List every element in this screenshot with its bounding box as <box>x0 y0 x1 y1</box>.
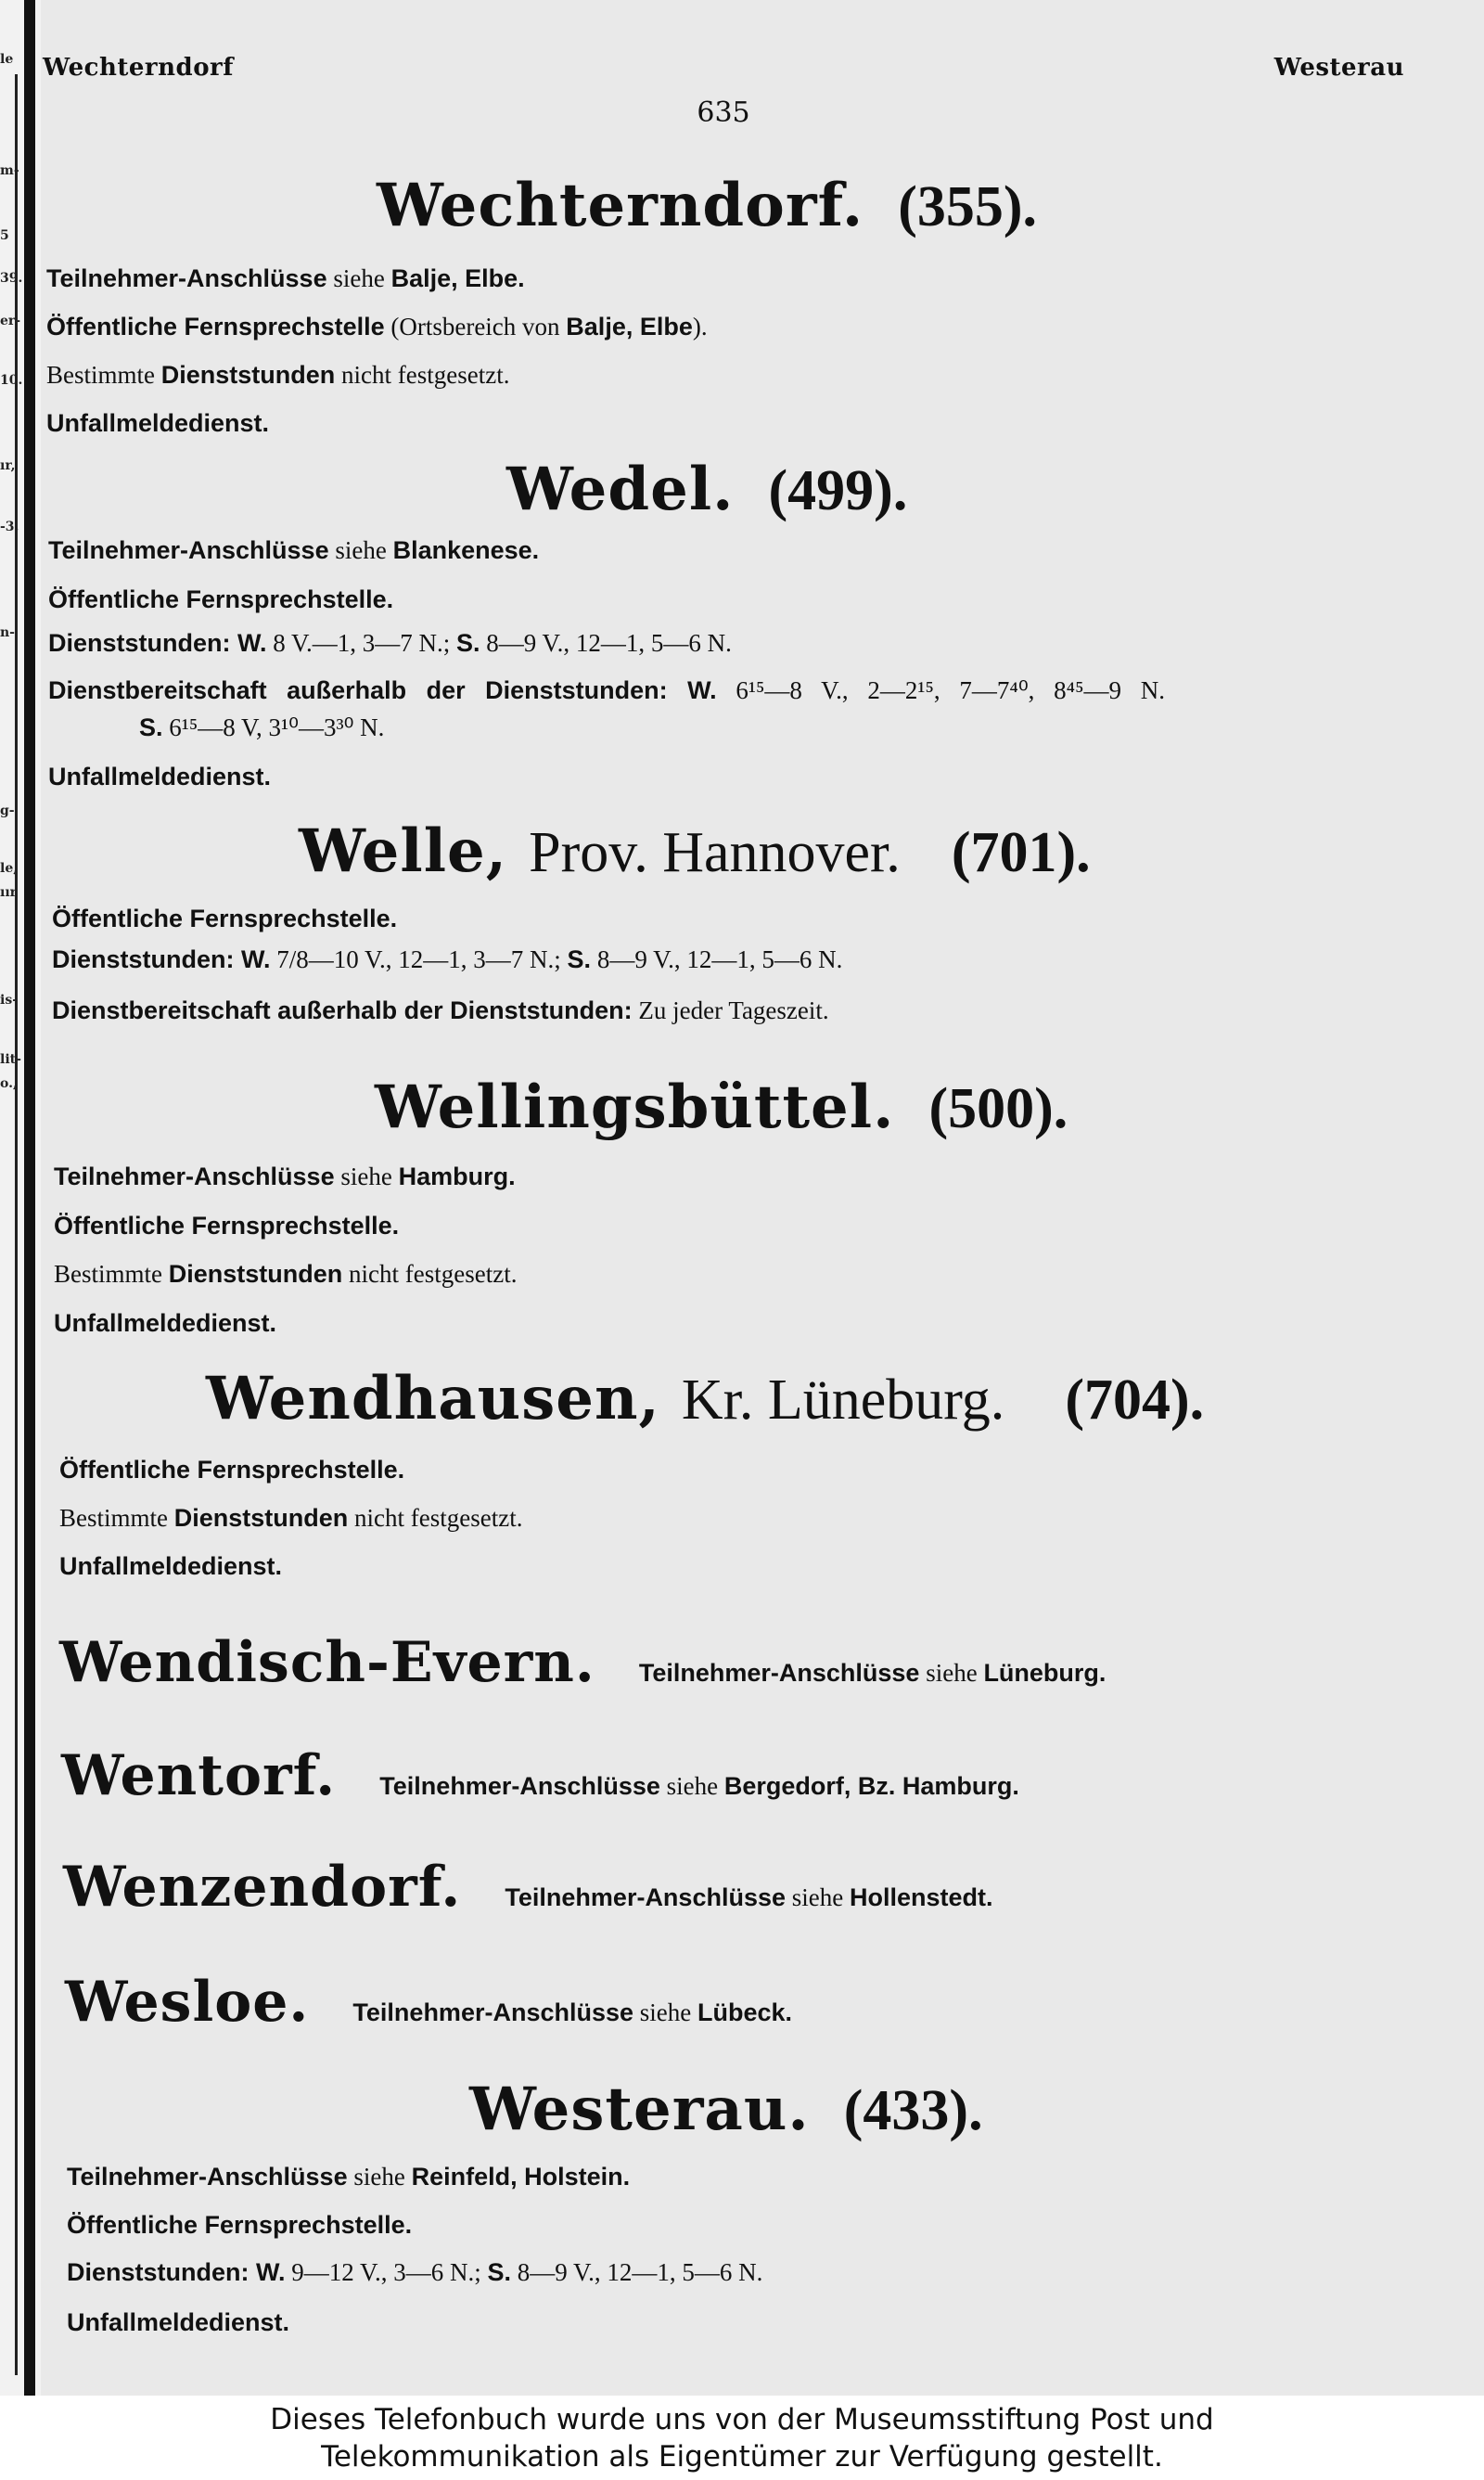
line-label: Teilnehmer-Anschlüsse <box>46 264 327 292</box>
line-ref: Balje, Elbe. <box>390 264 525 292</box>
line-text: Zu jeder Tageszeit. <box>632 996 829 1024</box>
gutter-fragment: m- <box>0 163 19 178</box>
entry-number: (433). <box>843 2079 983 2142</box>
entry-line <box>52 998 829 1024</box>
gutter-fragment: lit- <box>0 1052 21 1067</box>
gutter-fragment: 5 <box>0 228 9 243</box>
entry-heading <box>206 1364 1205 1433</box>
line-text: 8—9 V., 12—1, 5—6 N. <box>591 945 843 973</box>
place-qualifier: Prov. Hannover. <box>529 821 901 884</box>
entry-heading <box>469 2075 983 2144</box>
entry-number: (704). <box>1065 1368 1205 1432</box>
entry-line <box>48 587 393 613</box>
entry-line <box>48 631 732 657</box>
entry-line <box>59 1506 522 1532</box>
place-name: Wenzendorf. <box>63 1855 462 1920</box>
gutter-fragment: is- <box>0 993 19 1008</box>
gutter-fragment: le <box>0 52 14 67</box>
line-label: Teilnehmer-Anschlüsse <box>48 536 329 564</box>
place-name: Wesloe. <box>65 1970 310 2035</box>
line-text: siehe <box>919 1659 984 1687</box>
line-text: 7/8—10 V., 12—1, 3—7 N.; <box>270 945 568 973</box>
entry-heading <box>375 1073 1068 1142</box>
entry-line <box>54 1214 399 1240</box>
gutter-fragment: er- <box>0 314 21 328</box>
entry-line <box>59 1554 282 1580</box>
gutter-fragment: 10. <box>0 373 23 388</box>
line-label: Teilnehmer-Anschlüsse <box>638 1659 920 1687</box>
ownership-caption <box>0 2396 1484 2480</box>
gutter-fragment: -3. <box>0 520 19 534</box>
entry-line <box>54 1311 276 1337</box>
line-label: Teilnehmer-Anschlüsse <box>67 2163 348 2191</box>
binding-edge <box>24 0 35 2396</box>
line-label: Teilnehmer-Anschlüsse <box>352 1998 634 2026</box>
line-ref: Balje, Elbe <box>566 313 693 341</box>
line-ref: Blankenese. <box>392 536 540 564</box>
entry-line <box>52 906 397 932</box>
running-head-left: Wechterndorf <box>43 54 234 82</box>
entry-number: (355). <box>898 175 1037 238</box>
caption-line: Dieses Telefonbuch wurde uns von der Museumsstiftung Post und <box>270 2403 1214 2436</box>
line-text: Bestimmte <box>54 1260 169 1288</box>
entry-line <box>67 2165 630 2191</box>
line-label: Dienststunden <box>160 361 336 389</box>
gutter-fragment: ıır <box>0 885 18 900</box>
short-entry <box>65 1970 793 2035</box>
entry-number: (500). <box>928 1077 1068 1140</box>
gutter-fragment: o., <box>0 1076 18 1091</box>
entry-line <box>52 947 842 973</box>
entry-line <box>46 363 509 389</box>
place-name: Westerau. <box>469 2075 810 2144</box>
place-name: Wentorf. <box>61 1743 337 1808</box>
line-text: (Ortsbereich von <box>384 313 567 341</box>
line-text: siehe <box>328 536 393 564</box>
entry-line <box>46 411 269 437</box>
entry-line <box>54 1262 517 1288</box>
line-label: Unfallmeldedienst. <box>54 1309 277 1337</box>
running-head-right: Westerau <box>1273 54 1404 82</box>
line-label: S. <box>456 629 480 657</box>
line-label: Dienstbereitschaft außerhalb der Dienststunden: W. <box>48 676 717 704</box>
page-number: 635 <box>697 96 750 129</box>
line-label: Öffentliche Fernsprechstelle. <box>59 1456 405 1484</box>
entry-number: (701). <box>951 821 1091 884</box>
line-text: 6¹⁵—8 V, 3¹⁰—3³⁰ N. <box>162 713 385 741</box>
gutter-fragment: ır, <box>0 458 16 473</box>
line-label: Dienststunden: W. <box>48 629 267 657</box>
entry-line <box>67 2260 762 2286</box>
line-text: siehe <box>633 1998 697 2026</box>
line-label: Dienststunden <box>168 1260 343 1288</box>
line-text: siehe <box>334 1163 399 1190</box>
line-label: Dienstbereitschaft außerhalb der Dienststunden: <box>52 996 633 1024</box>
line-text: Bestimmte <box>46 361 161 389</box>
line-text: 6¹⁵—8 V., 2—2¹⁵, 7—7⁴⁰, 8⁴⁵—9 N. <box>716 676 1165 704</box>
entry-line <box>59 1458 404 1484</box>
entry-number: (499). <box>768 459 908 522</box>
place-name: Wellingsbüttel. <box>375 1073 895 1142</box>
gutter-fragment: n- <box>0 625 15 640</box>
line-ref: Lübeck. <box>697 1998 793 2026</box>
line-text: nicht festgesetzt. <box>335 361 510 389</box>
entry-line <box>46 315 708 341</box>
entry-line <box>48 678 1165 704</box>
line-label: Unfallmeldedienst. <box>67 2308 290 2336</box>
place-name: Welle, <box>299 816 507 886</box>
line-label: S. <box>139 713 163 741</box>
line-label: Teilnehmer-Anschlüsse <box>54 1163 335 1190</box>
place-qualifier: Kr. Lüneburg. <box>681 1368 1005 1432</box>
short-entry <box>59 1630 1107 1695</box>
short-entry <box>63 1855 993 1920</box>
gutter-fragment: g- <box>0 803 15 818</box>
entry-line <box>48 765 271 790</box>
line-label: Dienststunden: W. <box>52 945 271 973</box>
entry-line <box>67 2213 412 2239</box>
entry-line <box>139 715 384 741</box>
line-text: Bestimmte <box>59 1504 174 1532</box>
line-text: siehe <box>326 264 391 292</box>
line-label: Dienststunden: W. <box>67 2258 286 2286</box>
column-rule <box>15 74 18 2375</box>
line-text: nicht festgesetzt. <box>348 1504 523 1532</box>
line-text: siehe <box>786 1883 850 1911</box>
line-label: Öffentliche Fernsprechstelle. <box>52 905 398 932</box>
entry-line <box>46 266 525 292</box>
line-text: nicht festgesetzt. <box>342 1260 518 1288</box>
line-label: Unfallmeldedienst. <box>59 1552 283 1580</box>
place-name: Wendhausen, <box>206 1364 660 1433</box>
caption-line: Telekommunikation als Eigentümer zur Verfügung gestellt. <box>321 2440 1163 2474</box>
short-entry <box>61 1743 1019 1808</box>
place-name: Wendisch-Evern. <box>59 1630 595 1695</box>
line-text: 8—9 V., 12—1, 5—6 N. <box>480 629 732 657</box>
line-ref: Reinfeld, Holstein. <box>411 2163 631 2191</box>
line-text: ). <box>692 313 708 341</box>
line-text: 8—9 V., 12—1, 5—6 N. <box>511 2258 763 2286</box>
line-label: S. <box>567 945 592 973</box>
line-label: Teilnehmer-Anschlüsse <box>505 1883 786 1911</box>
line-label: Dienststunden <box>173 1504 349 1532</box>
entry-heading <box>299 816 1091 886</box>
line-label: Teilnehmer-Anschlüsse <box>379 1772 660 1800</box>
gutter-fragment: 39. <box>0 271 23 286</box>
line-ref: Lüneburg. <box>983 1659 1107 1687</box>
line-text: siehe <box>659 1772 724 1800</box>
line-label: Unfallmeldedienst. <box>46 409 270 437</box>
entry-line <box>67 2310 289 2336</box>
line-label: Öffentliche Fernsprechstelle. <box>67 2211 413 2239</box>
line-label: S. <box>487 2258 512 2286</box>
line-label: Unfallmeldedienst. <box>48 763 272 790</box>
line-label: Öffentliche Fernsprechstelle. <box>54 1212 400 1240</box>
entry-line <box>48 538 539 564</box>
entry-line <box>54 1164 516 1190</box>
place-name: Wedel. <box>506 455 735 524</box>
line-ref: Hollenstedt. <box>849 1883 993 1911</box>
entry-heading <box>377 171 1037 240</box>
place-name: Wechterndorf. <box>377 171 864 240</box>
entry-heading <box>506 455 908 524</box>
line-ref: Bergedorf, Bz. Hamburg. <box>723 1772 1019 1800</box>
line-ref: Hamburg. <box>398 1163 516 1190</box>
line-text: 9—12 V., 3—6 N.; <box>285 2258 488 2286</box>
gutter-fragment: le, <box>0 861 19 876</box>
line-text: siehe <box>347 2163 412 2191</box>
line-label: Öffentliche Fernsprechstelle <box>46 313 385 341</box>
line-text: 8 V.—1, 3—7 N.; <box>266 629 457 657</box>
line-label: Öffentliche Fernsprechstelle. <box>48 585 394 613</box>
